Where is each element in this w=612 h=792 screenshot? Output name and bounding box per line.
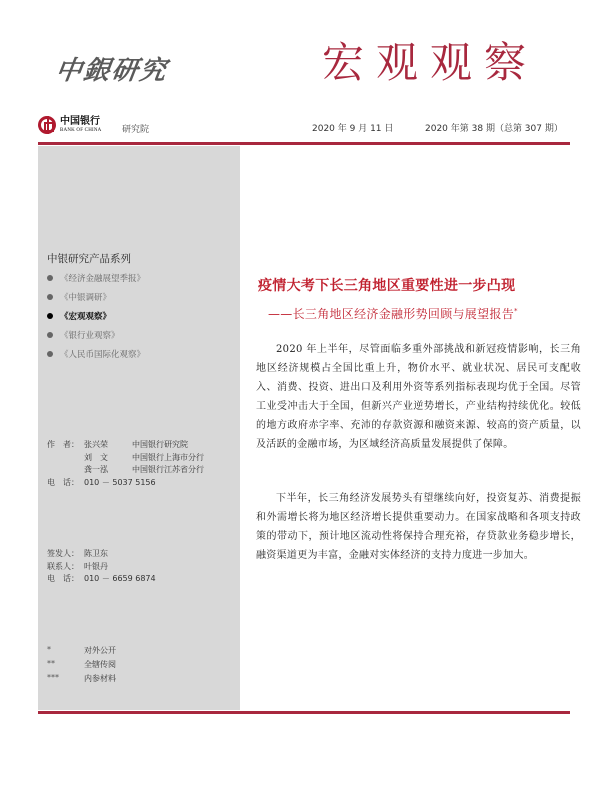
bullet-icon [47,275,53,281]
author-name: 张兴荣 [84,440,108,449]
bank-of-china-emblem-icon [38,116,56,134]
legend-row: *** 内参材料 [47,673,116,687]
series-item: 《经济金融展望季报》 [47,272,145,291]
phone-row [47,477,204,490]
contact-label: 联系人： [47,561,79,571]
signer-name: 陈卫东 [84,549,108,558]
author-row [47,439,204,452]
authors-label: 作 者： [47,440,79,449]
author-org: 中国银行江苏省分行 [132,465,204,474]
issue-number: 2020 年第 38 期（总第 307 期） [425,124,563,134]
publication-title: 宏观观察 [322,38,539,87]
publication-date: 2020 年 9 月 11 日 [312,124,394,134]
bullet-icon [47,294,53,300]
author-block [47,439,204,489]
phone-label: 电 话： [47,477,79,487]
series-title: 中银研究产品系列 [47,253,131,265]
bullet-icon [47,313,53,319]
sidebar [38,146,240,710]
bank-name-cn: 中国银行 [60,116,100,127]
contact-phone-label: 电 话： [47,574,79,583]
series-item: 《银行业观察》 [47,329,145,348]
legend-row: ** 全辖传阅 [47,659,116,673]
contact-name: 叶银丹 [84,561,108,571]
bank-name-en: BANK OF CHINA [60,128,102,133]
phone-number: 010 － 5037 5156 [84,477,156,487]
bullet-icon [47,332,53,338]
footnote-mark: * [514,307,518,315]
institute-label: 研究院 [122,125,150,135]
article-subheadline: ——长三角地区经济金融形势回顾与展望报告* [268,307,518,321]
star-icon: ** [47,659,55,668]
series-item-active: 《宏观观察》 [47,310,145,329]
star-icon: *** [47,673,59,682]
bullet-icon [47,351,53,357]
contact-phone-number: 010 － 6659 6874 [84,574,156,583]
author-row [47,464,204,477]
contact-block [47,548,156,586]
article-headline: 疫情大考下长三角地区重要性进一步凸现 [258,278,516,294]
article-paragraph: 下半年，长三角经济发展势头有望继续向好，投资复苏、消费提振和外需增长将为地区经济增长提供重要动力。在国家战略和各项支持政策的带动下，预计地区流动性将保持合理充裕，存贷款业务稳步增长，融资渠道更为丰富，金融对实体经济的支持力度进一步加大。 [256,493,581,561]
series-item: 《人民币国际化观察》 [47,348,145,367]
star-icon: * [47,645,51,654]
bottom-divider [38,711,570,714]
article-paragraph: 2020 年上半年，尽管面临多重外部挑战和新冠疫情影响，长三角地区经济规模占全国比重上升，物价水平、就业状况、居民可支配收入、消费、投资、进出口及利用外资等系列指标表现均优于全国。尽管工业受冲击大于全国，但新兴产业逆势增长，产业结构持续优化。较低的地方政府赤字率、充沛的存款资源和融资来源、较高的资产质量，以及活跃的金融市场，为区域经济高质量发展提供了保障。 [256,344,581,450]
series-list [47,272,145,367]
legend-row: * 对外公开 [47,645,116,659]
distribution-legend [47,645,116,687]
signer-row [47,548,156,561]
calligraphy-logo: 中銀研究 [53,56,170,86]
top-divider [38,142,570,145]
author-row [47,452,204,465]
contact-phone-row [47,573,156,586]
contact-row [47,561,156,574]
bank-of-china-logo [38,116,102,134]
author-org: 中国银行上海市分行 [132,452,204,462]
signer-label: 签发人： [47,549,79,558]
author-name: 刘 文 [84,452,108,462]
author-name: 龚一泓 [84,465,108,474]
author-org: 中国银行研究院 [132,440,188,449]
series-item: 《中银调研》 [47,291,145,310]
